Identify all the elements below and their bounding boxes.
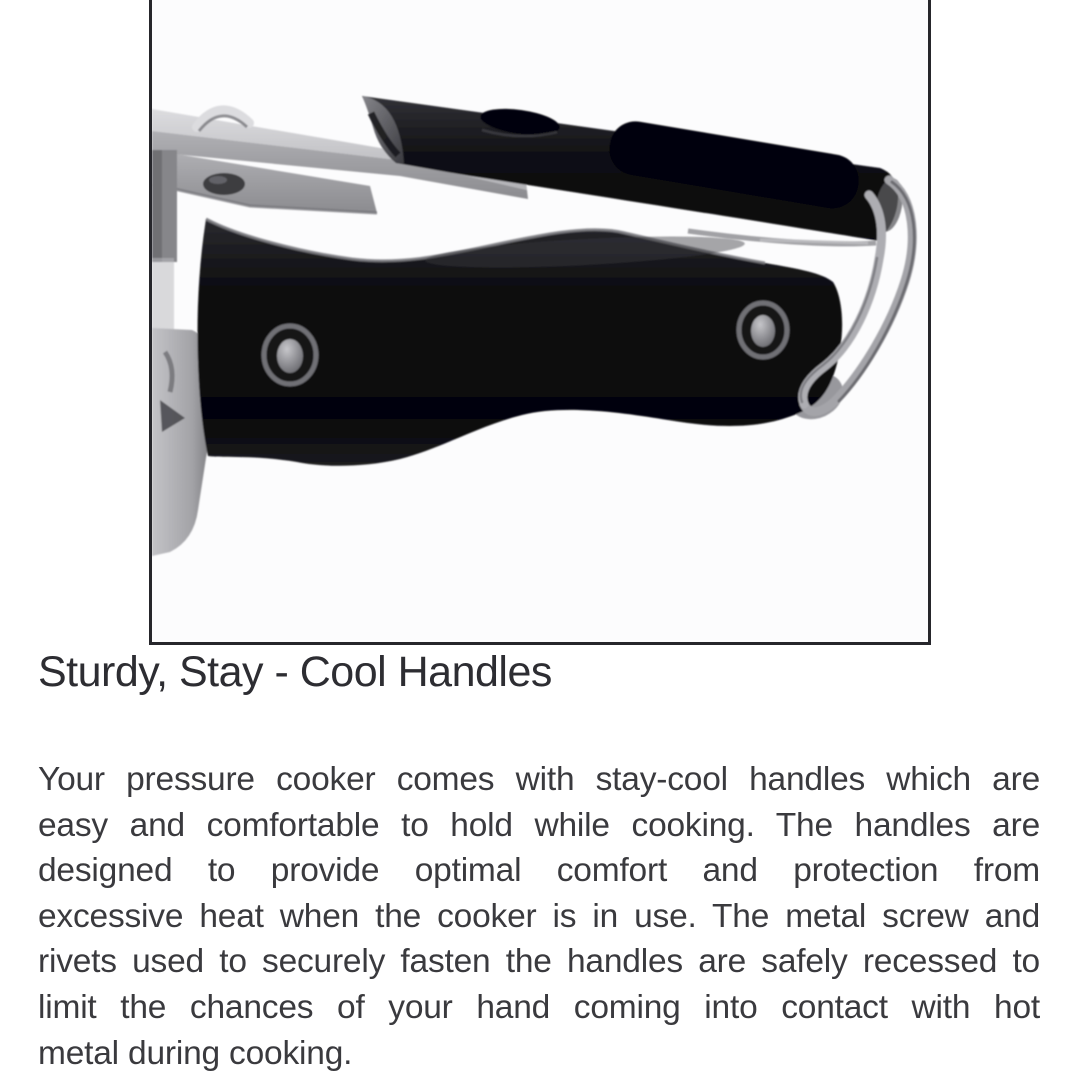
pot-handle-rivet-right: [739, 303, 787, 357]
pressure-cooker-handle-photo: [152, 0, 928, 642]
body-line: easy and comfortable to hold while cooking. The handles are: [38, 806, 1040, 844]
product-photo-frame: [149, 0, 931, 645]
body-line: excessive heat when the cooker is in use. The metal screw and: [38, 897, 1040, 935]
screw-head: [203, 173, 245, 195]
pot-handle-rivet-left: [264, 326, 316, 384]
body-line: limit the chances of your hand coming into contact with hot: [38, 988, 1040, 1026]
body-line: Your pressure cooker comes with stay-cool handles which are: [38, 761, 1040, 798]
body-line: metal during cooking.: [38, 1034, 353, 1072]
section-body: [38, 757, 1040, 1076]
body-line: rivets used to securely fasten the handles are safely recessed to: [38, 943, 1040, 981]
section-title: Sturdy, Stay - Cool Handles: [38, 648, 552, 696]
body-line: designed to provide optimal comfort and protection from: [38, 852, 1040, 890]
